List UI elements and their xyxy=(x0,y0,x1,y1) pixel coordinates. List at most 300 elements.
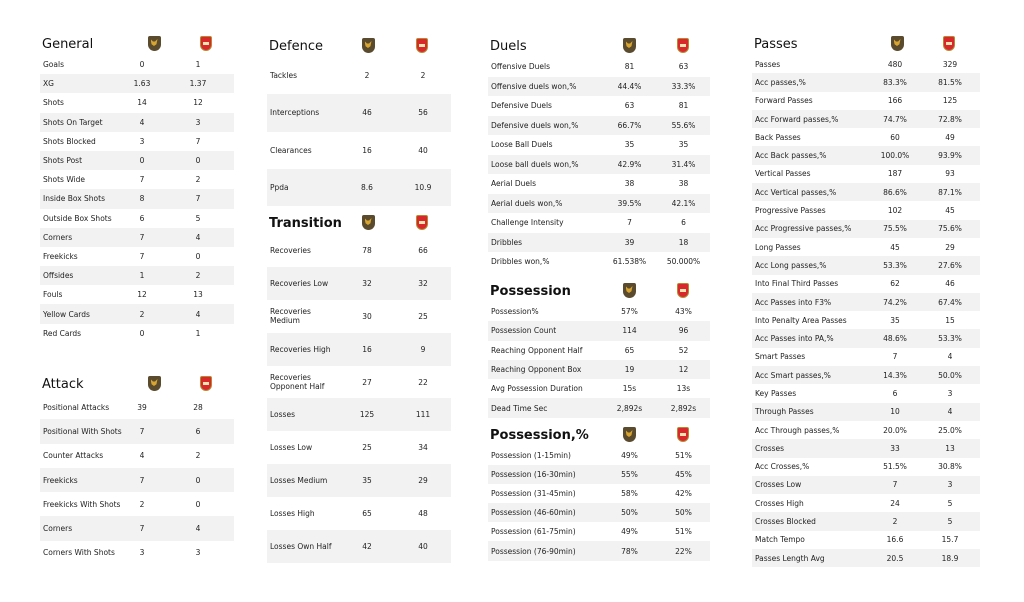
stat-label: Dribbles xyxy=(488,233,602,253)
table-row xyxy=(488,77,710,97)
arsenal-value: 125 xyxy=(942,96,958,106)
arsenal-value: 56 xyxy=(395,94,451,131)
wolves-value: 74.7% xyxy=(870,110,920,128)
arsenal-value: 45% xyxy=(657,465,710,484)
wolves-value: 114 xyxy=(602,321,657,340)
arsenal-value: 5 xyxy=(195,213,201,223)
arsenal-crest-icon xyxy=(941,35,957,53)
attack-header xyxy=(40,373,234,395)
stat-label: Losses High xyxy=(270,509,315,519)
arsenal-value: 13 xyxy=(920,439,980,457)
stat-label: Offensive Duels xyxy=(491,62,551,72)
wolves-value: 39 xyxy=(602,233,657,253)
arsenal-value: 75.6% xyxy=(920,220,980,238)
arsenal-value: 3 xyxy=(920,476,980,494)
wolves-value: 16 xyxy=(362,145,372,155)
arsenal-value: 48 xyxy=(418,509,428,519)
stat-label: Recoveries Opponent Half xyxy=(270,373,325,391)
wolves-value: 0 xyxy=(122,151,162,170)
arsenal-value: 2 xyxy=(195,451,201,461)
wolves-value: 24 xyxy=(890,498,900,508)
arsenal-value: 25.0% xyxy=(938,425,962,435)
wolves-value: 44.4% xyxy=(602,77,657,97)
wolves-value: 30 xyxy=(362,311,372,321)
wolves-value: 35 xyxy=(890,315,900,325)
stat-label: Into Penalty Area Passes xyxy=(755,315,847,325)
stat-label: Loose ball duels won,% xyxy=(488,155,602,175)
table-row xyxy=(267,497,451,530)
arsenal-value: 2,892s xyxy=(657,398,710,417)
stat-label: Recoveries Medium xyxy=(270,307,311,326)
possession-header xyxy=(488,280,710,302)
table-row xyxy=(488,360,710,379)
wolves-value: 2 xyxy=(364,71,370,81)
table-row xyxy=(488,116,710,136)
wolves-value: 6 xyxy=(139,213,145,223)
arsenal-value: 1 xyxy=(195,328,201,338)
arsenal-value: 3 xyxy=(947,388,953,398)
stat-label: Recoveries xyxy=(270,245,311,255)
wolves-value: 65 xyxy=(624,345,635,355)
passes-header xyxy=(752,33,980,55)
arsenal-value: 10.9 xyxy=(395,169,451,206)
arsenal-crest-icon xyxy=(198,375,214,393)
table-row xyxy=(488,341,710,360)
stat-label: Acc Long passes,% xyxy=(752,256,870,274)
arsenal-value: 2 xyxy=(162,266,234,285)
stat-label: Possession (76-90min) xyxy=(488,541,602,560)
stat-label: Inside Box Shots xyxy=(40,189,122,208)
stat-label: Corners With Shots xyxy=(43,548,115,558)
arsenal-value: 15.7 xyxy=(941,535,959,545)
stat-label: Possession% xyxy=(491,307,539,317)
table-row xyxy=(40,209,234,228)
wolves-value: 49% xyxy=(621,527,638,537)
wolves-value: 7 xyxy=(139,251,145,261)
wolves-value: 100.0% xyxy=(870,146,920,164)
arsenal-crest-icon xyxy=(675,37,691,55)
table-row xyxy=(267,57,451,94)
wolves-value: 2,892s xyxy=(602,398,657,417)
arsenal-value: 51% xyxy=(675,527,692,537)
table-row xyxy=(488,446,710,465)
arsenal-value: 111 xyxy=(395,398,451,431)
defence-title: Defence xyxy=(269,39,323,54)
table-row xyxy=(40,93,234,112)
wolves-value: 60 xyxy=(890,132,900,142)
wolves-value: 3 xyxy=(139,548,145,558)
stat-label: Match Tempo xyxy=(755,535,805,545)
wolves-value: 16.6 xyxy=(886,535,904,545)
arsenal-value: 38 xyxy=(678,179,689,189)
wolves-value: 7 xyxy=(122,468,162,492)
arsenal-value: 3 xyxy=(162,113,234,132)
arsenal-value: 5 xyxy=(947,498,953,508)
stat-label: Crosses Blocked xyxy=(752,512,870,530)
table-row xyxy=(40,132,234,151)
stat-label: Losses Low xyxy=(270,443,313,453)
stat-label: Acc passes,% xyxy=(752,73,870,91)
stat-label: Key Passes xyxy=(755,388,797,398)
passes-table xyxy=(752,55,980,567)
arsenal-crest-icon xyxy=(675,426,691,444)
stat-label: Defensive Duels xyxy=(491,101,552,111)
wolves-value: 125 xyxy=(339,398,395,431)
general-table xyxy=(40,55,234,343)
stat-label: Reaching Opponent Half xyxy=(491,345,583,355)
arsenal-value: 329 xyxy=(942,59,958,69)
arsenal-value: 4 xyxy=(920,403,980,421)
stat-label: Forward Passes xyxy=(755,96,813,106)
stat-label: Losses Medium xyxy=(267,464,339,497)
arsenal-crest-icon xyxy=(198,35,214,53)
possession-pct-table xyxy=(488,446,710,561)
table-row xyxy=(488,465,710,484)
general-header xyxy=(40,33,234,55)
arsenal-value: 2 xyxy=(195,175,201,185)
stat-label: Reaching Opponent Box xyxy=(488,360,602,379)
table-row xyxy=(752,531,980,549)
table-row xyxy=(267,234,451,267)
stat-label: Acc Passes into F3% xyxy=(752,293,870,311)
possession-pct-header xyxy=(488,424,710,446)
transition-title: Transition xyxy=(269,216,342,231)
wolves-value: 2 xyxy=(139,499,145,509)
arsenal-value: 0 xyxy=(195,499,201,509)
table-row xyxy=(752,73,980,91)
arsenal-value: 25 xyxy=(418,311,428,321)
arsenal-value: 2 xyxy=(420,71,426,81)
stat-label: Corners xyxy=(40,516,122,540)
stat-label: Losses xyxy=(267,398,339,431)
arsenal-value: 42.1% xyxy=(657,194,710,214)
table-row xyxy=(752,238,980,256)
stat-label: Corners xyxy=(40,228,122,247)
arsenal-value: 50% xyxy=(657,503,710,522)
arsenal-value: 32 xyxy=(395,267,451,300)
duels-table xyxy=(488,57,710,272)
wolves-value: 78 xyxy=(362,245,372,255)
wolves-crest-icon xyxy=(146,35,162,53)
possession-panel xyxy=(488,280,710,418)
wolves-crest-icon xyxy=(621,37,637,55)
wolves-value: 15s xyxy=(622,384,637,394)
table-row xyxy=(40,266,234,285)
defence-table xyxy=(267,57,451,206)
stat-label: Ppda xyxy=(267,169,339,206)
passes-panel xyxy=(752,33,980,567)
stat-label: Acc Through passes,% xyxy=(755,425,840,435)
wolves-value: 14.3% xyxy=(870,366,920,384)
arsenal-value: 40 xyxy=(395,530,451,563)
wolves-value: 42 xyxy=(339,530,395,563)
table-row xyxy=(267,132,451,169)
wolves-value: 20.5 xyxy=(870,549,920,567)
table-row xyxy=(488,194,710,214)
wolves-value: 2 xyxy=(122,304,162,323)
stat-label: Dead Time Sec xyxy=(488,398,602,417)
stat-label: Shots Post xyxy=(40,151,122,170)
arsenal-value: 7 xyxy=(162,189,234,208)
table-row xyxy=(752,311,980,329)
wolves-value: 49% xyxy=(621,451,638,461)
arsenal-value: 4 xyxy=(947,352,953,362)
stat-label: Freekicks xyxy=(43,251,78,261)
arsenal-value: 9 xyxy=(395,333,451,366)
table-row xyxy=(40,228,234,247)
table-row xyxy=(267,300,451,333)
table-row xyxy=(40,285,234,304)
stat-label: Positional Attacks xyxy=(43,402,110,412)
arsenal-value: 6 xyxy=(162,419,234,443)
arsenal-value: 49 xyxy=(945,132,955,142)
table-row xyxy=(752,421,980,439)
stat-label: Acc Passes into PA,% xyxy=(752,329,870,347)
stat-label: Acc Progressive passes,% xyxy=(752,220,870,238)
stat-label: Goals xyxy=(43,60,64,70)
wolves-crest-icon xyxy=(360,37,376,55)
table-row xyxy=(488,484,710,503)
wolves-value: 39.5% xyxy=(602,194,657,214)
stat-label: Yellow Cards xyxy=(40,304,122,323)
stat-label: Shots Wide xyxy=(43,175,86,185)
stat-label: Possession (61-75min) xyxy=(491,527,576,537)
wolves-value: 32 xyxy=(339,267,395,300)
wolves-value: 4 xyxy=(139,451,145,461)
wolves-value: 78% xyxy=(602,541,657,560)
wolves-value: 2 xyxy=(870,512,920,530)
wolves-crest-icon xyxy=(360,214,376,232)
arsenal-value: 22 xyxy=(418,377,428,387)
arsenal-value: 13s xyxy=(676,384,691,394)
table-row xyxy=(752,220,980,238)
table-row xyxy=(40,492,234,516)
table-row xyxy=(488,302,710,321)
arsenal-value: 93 xyxy=(945,169,955,179)
arsenal-value: 81.5% xyxy=(920,73,980,91)
stat-label: Smart Passes xyxy=(755,352,806,362)
attack-title: Attack xyxy=(42,377,84,392)
table-row xyxy=(40,170,234,189)
wolves-value: 75.5% xyxy=(870,220,920,238)
arsenal-value: 15 xyxy=(945,315,955,325)
stat-label: Freekicks With Shots xyxy=(43,499,121,509)
stat-label: Red Cards xyxy=(43,328,82,338)
stat-label: Crosses High xyxy=(755,498,804,508)
wolves-value: 65 xyxy=(362,509,372,519)
table-row xyxy=(488,541,710,560)
stat-label: Possession (31-45min) xyxy=(491,489,576,499)
stat-label: Acc Forward passes,% xyxy=(752,110,870,128)
wolves-value: 19 xyxy=(602,360,657,379)
stat-label: Shots xyxy=(43,98,64,108)
stat-label: Aerial Duels xyxy=(491,179,536,189)
table-row xyxy=(752,403,980,421)
wolves-value: 14 xyxy=(137,98,147,108)
arsenal-value: 29 xyxy=(395,464,451,497)
possession-pct-title: Possession,% xyxy=(490,428,589,443)
table-row xyxy=(40,113,234,132)
arsenal-value: 3 xyxy=(195,548,201,558)
table-row xyxy=(752,201,980,219)
table-row xyxy=(40,468,234,492)
arsenal-value: 1 xyxy=(195,60,201,70)
wolves-value: 83.3% xyxy=(870,73,920,91)
stat-label: Aerial duels won,% xyxy=(488,194,602,214)
arsenal-value: 12 xyxy=(193,98,203,108)
arsenal-value: 4 xyxy=(162,516,234,540)
wolves-value: 7 xyxy=(870,476,920,494)
arsenal-value: 96 xyxy=(657,321,710,340)
wolves-value: 8.6 xyxy=(339,169,395,206)
wolves-value: 1 xyxy=(122,266,162,285)
wolves-value: 12 xyxy=(137,290,147,300)
arsenal-value: 45 xyxy=(945,206,955,216)
arsenal-value: 0 xyxy=(162,468,234,492)
stat-label: Defensive duels won,% xyxy=(488,116,602,136)
table-row xyxy=(488,57,710,77)
arsenal-value: 50.000% xyxy=(666,257,701,267)
wolves-value: 35 xyxy=(339,464,395,497)
possession-title: Possession xyxy=(490,284,571,299)
arsenal-crest-icon xyxy=(414,37,430,55)
table-row xyxy=(752,366,980,384)
wolves-value: 7 xyxy=(122,516,162,540)
table-row xyxy=(488,321,710,340)
duels-header xyxy=(488,35,710,57)
wolves-value: 7 xyxy=(139,175,145,185)
stat-label: Possession Count xyxy=(488,321,602,340)
stat-label: XG xyxy=(40,74,122,93)
arsenal-value: 0 xyxy=(195,251,201,261)
table-row xyxy=(40,444,234,468)
arsenal-value: 50.0% xyxy=(920,366,980,384)
arsenal-value: 7 xyxy=(195,136,201,146)
arsenal-value: 6 xyxy=(681,218,686,228)
transition-header xyxy=(267,212,451,234)
arsenal-value: 13 xyxy=(193,290,203,300)
table-row xyxy=(752,348,980,366)
table-row xyxy=(752,146,980,164)
arsenal-value: 87.1% xyxy=(920,183,980,201)
table-row xyxy=(40,74,234,93)
table-row xyxy=(752,439,980,457)
arsenal-value: 22% xyxy=(657,541,710,560)
table-row xyxy=(752,494,980,512)
stat-label: Acc Back passes,% xyxy=(752,146,870,164)
stat-label: Possession (1-15min) xyxy=(491,451,571,461)
wolves-value: 81 xyxy=(624,62,635,72)
arsenal-value: 51% xyxy=(675,451,692,461)
table-row xyxy=(752,458,980,476)
stat-label: Long Passes xyxy=(755,242,801,252)
table-row xyxy=(752,92,980,110)
arsenal-value: 81 xyxy=(678,101,689,111)
wolves-value: 480 xyxy=(887,59,903,69)
stat-label: Offsides xyxy=(40,266,122,285)
stat-label: Recoveries Low xyxy=(267,267,339,300)
arsenal-value: 31.4% xyxy=(657,155,710,175)
arsenal-value: 1.37 xyxy=(162,74,234,93)
stat-label: Clearances xyxy=(270,145,312,155)
wolves-value: 35 xyxy=(624,140,635,150)
arsenal-value: 12 xyxy=(657,360,710,379)
stat-label: Positional With Shots xyxy=(40,419,122,443)
possession-pct-panel xyxy=(488,424,710,561)
wolves-value: 0 xyxy=(139,328,145,338)
arsenal-value: 67.4% xyxy=(920,293,980,311)
table-row xyxy=(40,395,234,419)
stat-label: Acc Smart passes,% xyxy=(752,366,870,384)
table-row xyxy=(267,431,451,464)
stat-label: Shots Blocked xyxy=(43,136,96,146)
table-row xyxy=(267,366,451,399)
table-row xyxy=(752,183,980,201)
table-row xyxy=(752,110,980,128)
stat-label: Offensive duels won,% xyxy=(488,77,602,97)
stat-label: Through Passes xyxy=(752,403,870,421)
wolves-value: 51.5% xyxy=(883,462,907,472)
stat-label: Progressive Passes xyxy=(755,206,826,216)
arsenal-value: 4 xyxy=(162,228,234,247)
arsenal-crest-icon xyxy=(675,282,691,300)
stat-label: Avg Possession Duration xyxy=(491,384,583,394)
wolves-value: 50% xyxy=(602,503,657,522)
table-row xyxy=(40,419,234,443)
wolves-crest-icon xyxy=(146,375,162,393)
table-row xyxy=(267,94,451,131)
wolves-value: 102 xyxy=(887,206,903,216)
table-row xyxy=(267,464,451,497)
transition-table xyxy=(267,234,451,563)
arsenal-value: 40 xyxy=(418,145,428,155)
table-row xyxy=(40,247,234,266)
arsenal-value: 46 xyxy=(945,279,955,289)
table-row xyxy=(488,135,710,155)
wolves-value: 39 xyxy=(137,402,147,412)
wolves-value: 62 xyxy=(890,279,900,289)
table-row xyxy=(40,304,234,323)
stat-label: Dribbles won,% xyxy=(491,257,550,267)
table-row xyxy=(267,333,451,366)
table-row xyxy=(488,96,710,116)
wolves-value: 20.0% xyxy=(883,425,907,435)
wolves-crest-icon xyxy=(621,282,637,300)
wolves-value: 55% xyxy=(602,465,657,484)
arsenal-value: 33.3% xyxy=(657,77,710,97)
wolves-value: 74.2% xyxy=(870,293,920,311)
table-row xyxy=(752,55,980,73)
arsenal-value: 35 xyxy=(678,140,689,150)
table-row xyxy=(752,549,980,567)
wolves-value: 66.7% xyxy=(602,116,657,136)
arsenal-value: 0 xyxy=(162,151,234,170)
arsenal-value: 66 xyxy=(418,245,428,255)
arsenal-value: 28 xyxy=(193,402,203,412)
table-row xyxy=(40,151,234,170)
table-row xyxy=(488,213,710,233)
arsenal-value: 72.8% xyxy=(920,110,980,128)
wolves-value: 1.63 xyxy=(122,74,162,93)
wolves-value: 4 xyxy=(122,113,162,132)
wolves-value: 7 xyxy=(122,228,162,247)
stat-label: Interceptions xyxy=(267,94,339,131)
wolves-value: 46 xyxy=(339,94,395,131)
stat-label: Acc Crosses,% xyxy=(755,462,810,472)
table-row xyxy=(267,267,451,300)
wolves-value: 6 xyxy=(892,388,898,398)
passes-title: Passes xyxy=(754,37,798,52)
